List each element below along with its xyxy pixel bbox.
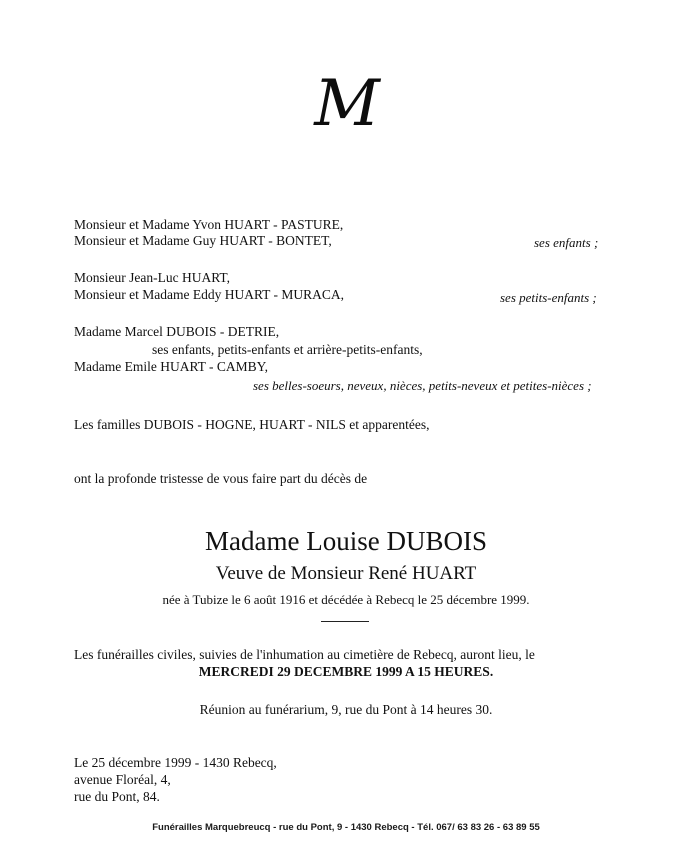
relation-grandchildren: ses petits-enfants ; [500, 290, 597, 305]
funeral-reunion: Réunion au funérarium, 9, rue du Pont à 14 heures 30. [199, 702, 493, 717]
family-line-grandchild-1: Monsieur Jean-Luc HUART, [74, 270, 231, 285]
funeral-date: MERCREDI 29 DECEMBRE 1999 A 15 HEURES. [198, 664, 494, 679]
deceased-widow-of: Veuve de Monsieur René HUART [215, 563, 477, 584]
address-line-3: rue du Pont, 84. [74, 789, 160, 804]
deceased-birth-death: née à Tubize le 6 août 1916 et décédée à Rebecq le 25 décembre 1999. [162, 592, 530, 607]
deceased-name: Madame Louise DUBOIS [205, 526, 487, 556]
family-line-sister-in-law-2: Madame Emile HUART - CAMBY, [74, 359, 269, 374]
divider-rule [321, 621, 369, 622]
address-line-2: avenue Floréal, 4, [74, 772, 171, 787]
monogram-letter: M [314, 67, 378, 141]
funeral-text: Les funérailles civiles, suivies de l'inhumation au cimetière de Rebecq, auront lieu, le [74, 647, 535, 662]
family-line-families: Les familles DUBOIS - HOGNE, HUART - NILS et apparentées, [74, 417, 430, 432]
relation-children: ses enfants ; [534, 235, 599, 250]
family-line-sister-in-law-1-descendants: ses enfants, petits-enfants et arrière-petits-enfants, [152, 342, 423, 357]
family-line-child-2: Monsieur et Madame Guy HUART - BONTET, [74, 233, 332, 248]
announcement-text: ont la profonde tristesse de vous faire part du décès de [74, 471, 368, 486]
family-line-sister-in-law-1: Madame Marcel DUBOIS - DETRIE, [74, 324, 280, 339]
funeral-home-footer: Funérailles Marquebreucq - rue du Pont, 9 - 1430 Rebecq - Tél. 067/ 63 83 26 - 63 89 55 [152, 822, 540, 833]
address-line-1: Le 25 décembre 1999 - 1430 Rebecq, [74, 755, 277, 770]
family-line-grandchild-2: Monsieur et Madame Eddy HUART - MURACA, [74, 287, 345, 302]
relation-in-laws: ses belles-soeurs, neveux, nièces, petits-neveux et petites-nièces ; [253, 378, 592, 393]
family-line-child-1: Monsieur et Madame Yvon HUART - PASTURE, [74, 217, 344, 232]
